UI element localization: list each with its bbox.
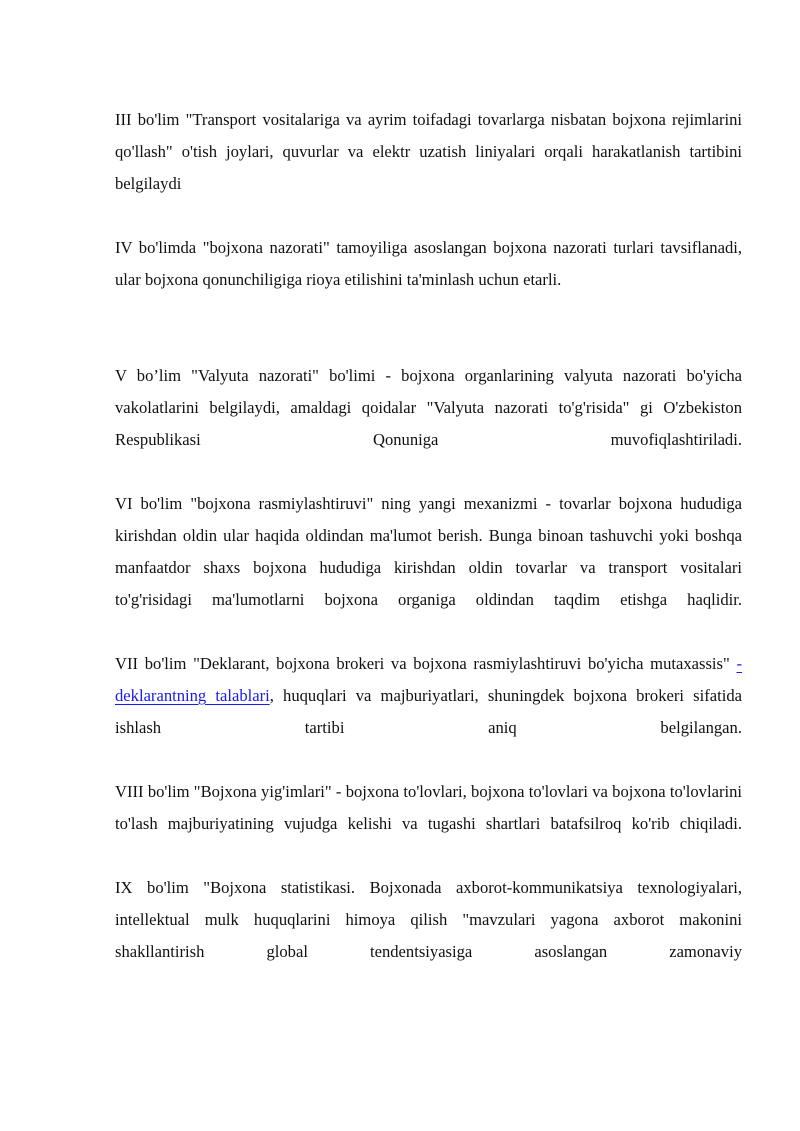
document-body — [115, 104, 742, 1000]
paragraph-section-viii: VIII bo'lim "Bojxona yig'imlari" - bojxona to'lovlari, bojxona to'lovlari va bojxona to'lovlarini to'lash majburiyatining vujudga kelishi va tugashi shartlari batafsilroq ko'rib chiqiladi. — [115, 782, 742, 833]
paragraph-section-v: V bo’lim "Valyuta nazorati" bo'limi - bojxona organlarining valyuta nazorati bo'yicha vakolatlarini belgilaydi, amaldagi qoidalar "Valyuta nazorati to'g'risida" gi O'zbekiston Respublikasi Qonuniga muvofiqlashtiriladi. — [115, 366, 742, 449]
paragraph-section-iv: IV bo'limda "bojxona nazorati" tamoyiliga asoslangan bojxona nazorati turlari tavsiflanadi, ular bojxona qonunchiligiga rioya etilishini ta'minlash uchun etarli. — [115, 238, 742, 289]
deklarant-requirements-link[interactable]: - deklarantning talablari — [115, 654, 742, 705]
paragraph-section-vii-lead: VII bo'lim "Deklarant, bojxona brokeri va bojxona rasmiylashtiruvi bo'yicha mutaxassis" — [115, 654, 737, 673]
paragraph-section-iii: III bo'lim "Transport vositalariga va ayrim toifadagi tovarlarga nisbatan bojxona rejimlarini qo'llash" o'tish joylari, quvurlar va elektr uzatish liniyalari orqali harakatlanish tartibini belgilaydi — [115, 110, 742, 193]
paragraph-section-vi: VI bo'lim "bojxona rasmiylashtiruvi" ning yangi mexanizmi - tovarlar bojxona hududiga kirishdan oldin ular haqida oldindan ma'lumot berish. Bunga binoan tashuvchi yoki boshqa manfaatdor shaxs bojxona hududiga kirishdan oldin tovarlar va transport vositalari to'g'risidagi ma'lumotlarni bojxona organiga oldindan taqdim etishga haqlidir. — [115, 494, 742, 609]
paragraph-section-vii-tail: , huquqlari va majburiyatlari, shuningdek bojxona brokeri sifatida ishlash tartibi aniq belgilangan. — [115, 686, 742, 737]
paragraph-section-ix: IX bo'lim "Bojxona statistikasi. Bojxonada axborot-kommunikatsiya texnologiyalari, intellektual mulk huquqlarini himoya qilish "mavzulari yagona axborot makonini shakllantirish global tendentsiyasiga asoslangan zamonaviy — [115, 878, 742, 961]
paragraph-section-vii — [115, 648, 742, 744]
